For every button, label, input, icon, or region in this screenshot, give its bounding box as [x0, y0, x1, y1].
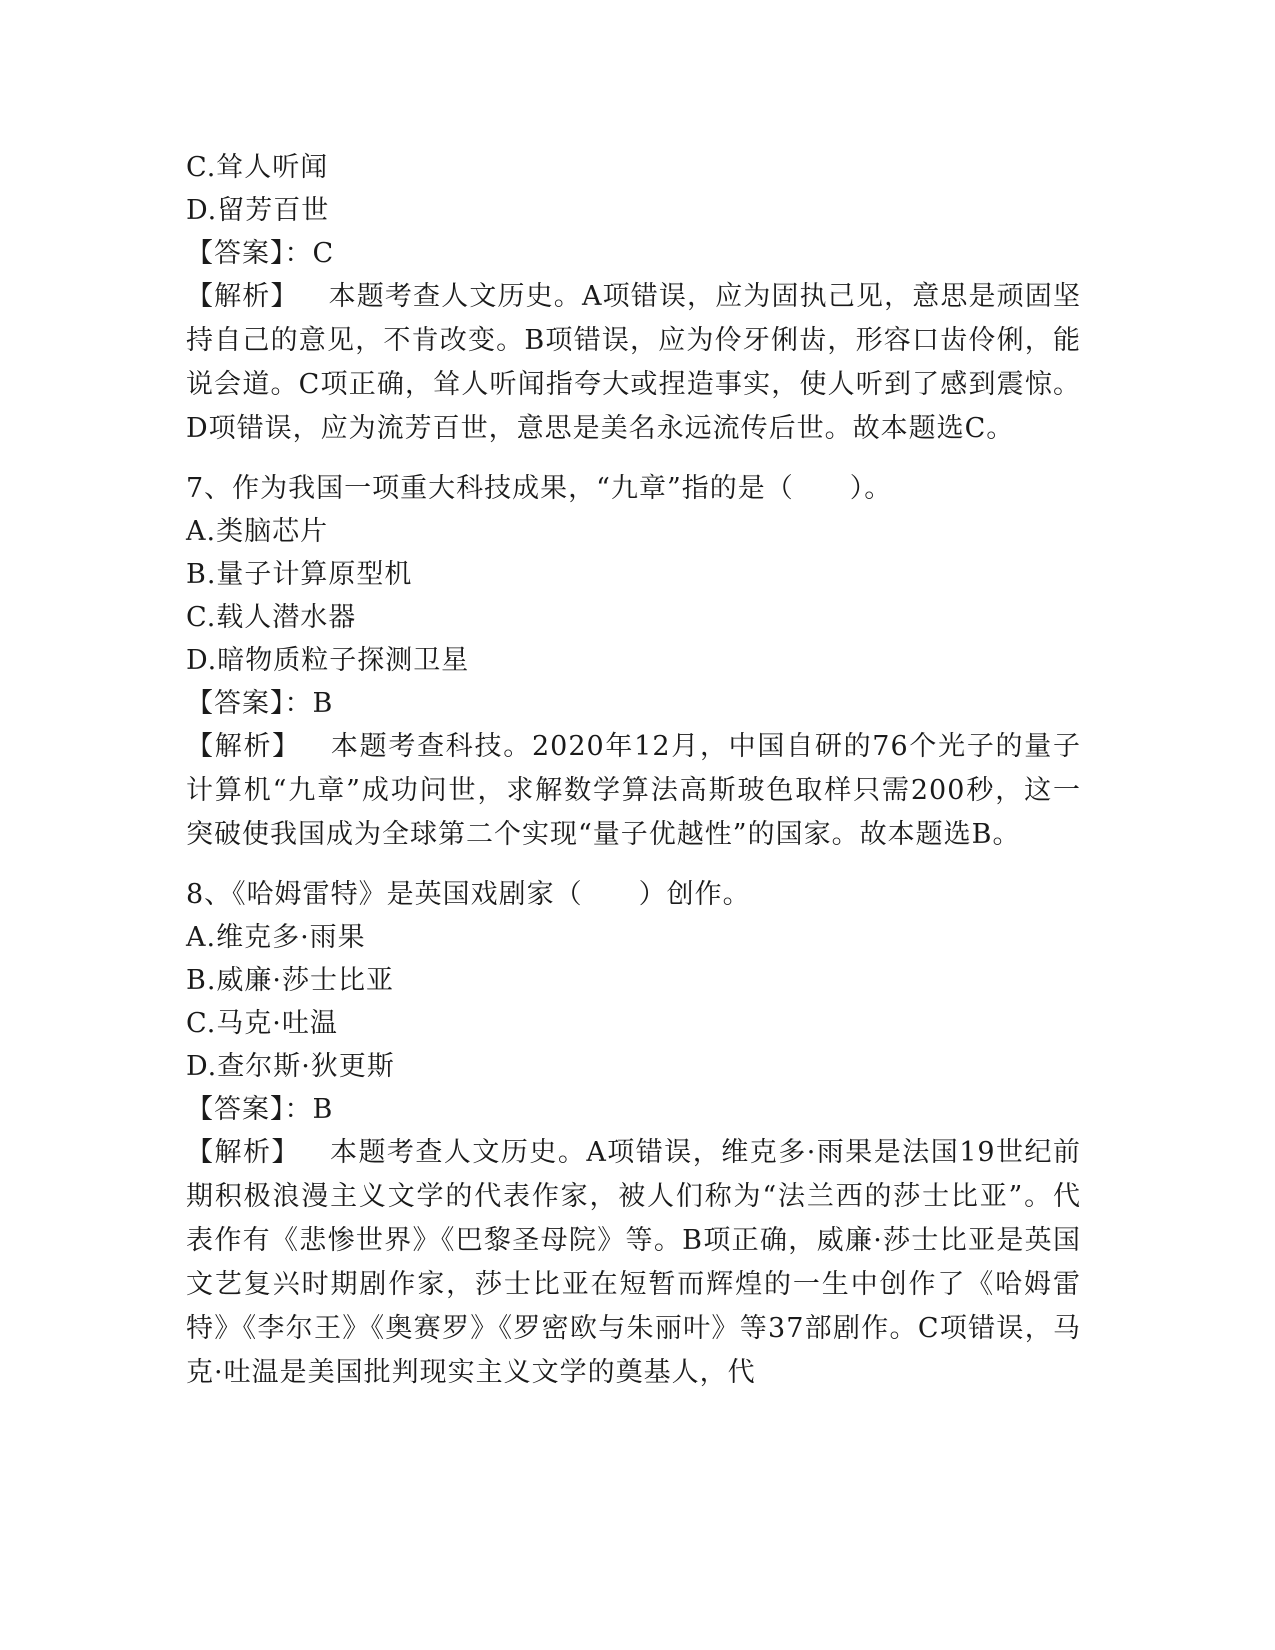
q7-explanation-text: 本题考查科技。2020年12月，中国自研的76个光子的量子计算机“九章”成功问世，求解数学算法高斯玻色取样只需200秒，这一突破使我国成为全球第二个实现“量子优越性”的国家。故本题选B。: [186, 731, 1081, 850]
question-8: [186, 873, 1081, 1395]
q8-option-a: A.维克多·雨果: [186, 922, 366, 953]
q8-option-d: D.查尔斯·狄更斯: [186, 1051, 395, 1082]
q6-explanation: [186, 275, 1081, 451]
q8-answer: 【答案】：B: [186, 1094, 334, 1125]
q6-option-d: D.留芳百世: [186, 195, 330, 226]
q6-answer: 【答案】：C: [186, 238, 335, 269]
q7-option-c: C.载人潜水器: [186, 602, 357, 633]
question-6: [186, 146, 1081, 451]
q8-option-c: C.马克·吐温: [186, 1008, 338, 1039]
q6-explanation-label: 【解析】: [186, 281, 299, 312]
q8-explanation-label: 【解析】: [186, 1137, 300, 1168]
q8-option-b: B.威廉·莎士比亚: [186, 965, 395, 996]
q7-explanation: [186, 725, 1081, 857]
q6-explanation-text: 本题考查人文历史。A项错误，应为固执己见，意思是顽固坚持自己的意见，不肯改变。B项错误，应为伶牙俐齿，形容口齿伶俐，能说会道。C项正确，耸人听闻指夸大或捏造事实，使人听到了感到震惊。D项错误，应为流芳百世，意思是美名永远流传后世。故本题选C。: [186, 281, 1082, 444]
question-7: [186, 467, 1081, 857]
q8-explanation: [186, 1131, 1081, 1395]
q7-question: 7、作为我国一项重大科技成果，“九章”指的是（ ）。: [186, 473, 893, 504]
q8-question: 8、《哈姆雷特》是英国戏剧家（ ）创作。: [186, 879, 751, 910]
q7-option-d: D.暗物质粒子探测卫星: [186, 645, 470, 676]
q7-answer: 【答案】：B: [186, 688, 334, 719]
q8-explanation-text: 本题考查人文历史。A项错误，维克多·雨果是法国19世纪前期积极浪漫主义文学的代表作家，被人们称为“法兰西的莎士比亚”。代表作有《悲惨世界》《巴黎圣母院》等。B项正确，威廉·莎士比亚是英国文艺复兴时期剧作家，莎士比亚在短暂而辉煌的一生中创作了《哈姆雷特》《李尔王》《奥赛罗》《罗密欧与朱丽叶》等37部剧作。C项错误，马克·吐温是美国批判现实主义文学的奠基人，代: [186, 1137, 1082, 1388]
document-page: [186, 146, 1081, 1395]
q7-option-a: A.类脑芯片: [186, 516, 329, 547]
q6-option-c: C.耸人听闻: [186, 152, 329, 183]
q7-explanation-label: 【解析】: [186, 731, 301, 762]
q7-option-b: B.量子计算原型机: [186, 559, 413, 590]
